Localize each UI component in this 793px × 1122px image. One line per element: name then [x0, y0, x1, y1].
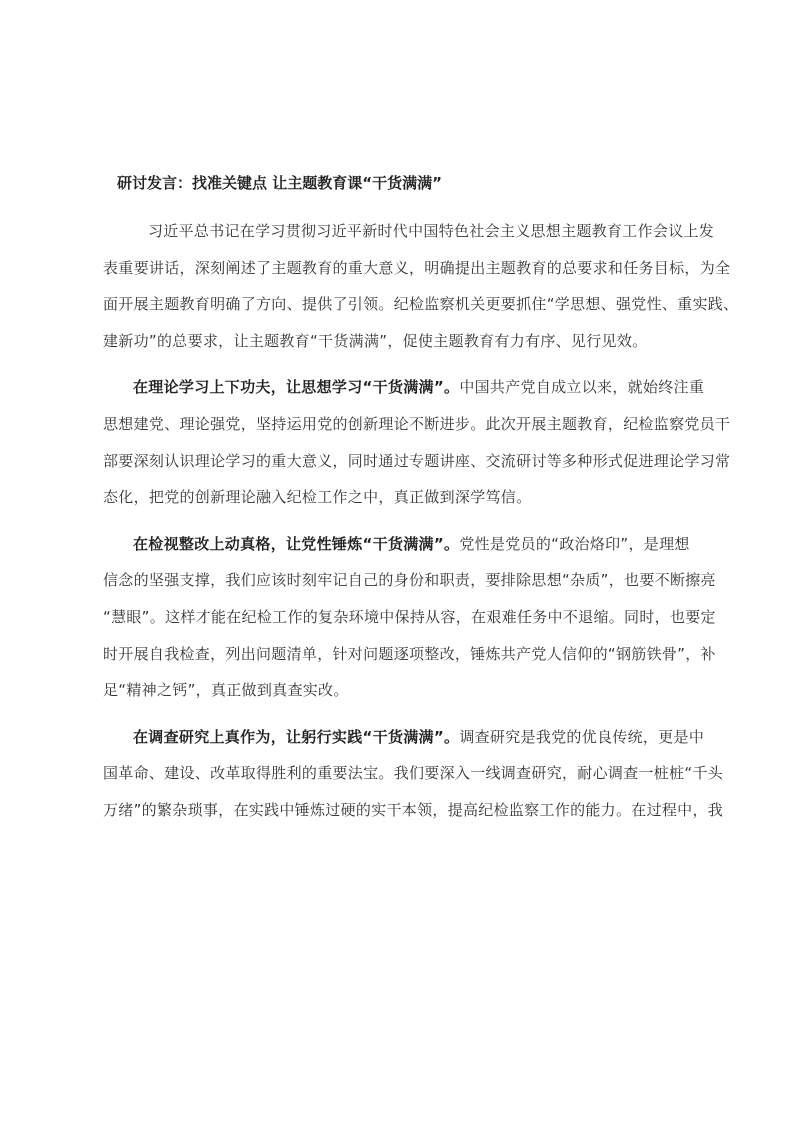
text-line: [103, 376, 705, 413]
document-page: [103, 172, 739, 846]
text-line: [103, 450, 731, 487]
line-text: 表重要讲话，深刻阐述了主题教育的重大意义，明确提出主题教育的总要求和任务目标，为全: [103, 258, 731, 277]
document-body: [103, 220, 739, 836]
line-text: 中国共产党自成立以来，就始终注重: [459, 378, 705, 397]
text-line: [103, 569, 716, 606]
text-line: [103, 643, 716, 680]
paragraph: [103, 726, 724, 836]
line-text: “慧眼”。这样才能在纪检工作的复杂环境中保持从容，在艰难任务中不退缩。同时，也要定: [103, 607, 716, 626]
text-line: [103, 486, 693, 523]
line-text: 习近平总书记在学习贯彻习近平新时代中国特色社会主义思想主题教育工作会议上发: [148, 222, 715, 240]
line-text: 建新功”的总要求，让主题教育“干货满满”，促使主题教育有力有序、见行见效。: [103, 331, 648, 350]
line-text: 信念的坚强支撑，我们应该时刻牢记自己的身份和职责，要排除思想“杂质”，也要不断擦亮: [103, 571, 716, 590]
document-title: 研讨发言：找准关键点 让主题教育课“干货满满”: [117, 174, 442, 192]
text-line: [103, 257, 731, 294]
line-text: 时开展自我检查，列出问题清单，针对问题逐项整改，锤炼共产党人信仰的“钢筋铁骨”，补: [103, 644, 716, 663]
text-line: [103, 606, 716, 643]
paragraph: [103, 376, 731, 522]
paragraph-lead: 在理论学习上下功夫，让思想学习“干货满满”。: [133, 378, 460, 397]
text-line: [103, 679, 693, 716]
paragraph-lead: 在检视整改上动真格，让党性锤炼“干货满满”。: [133, 534, 460, 553]
paragraph: [103, 533, 716, 716]
line-text: 足“精神之钙”，真正做到真查实改。: [103, 681, 349, 700]
text-line: [103, 726, 705, 763]
paragraph: [103, 220, 739, 366]
text-line: [103, 533, 693, 570]
text-line: [103, 799, 724, 836]
text-line: [103, 413, 731, 450]
line-text: 调查研究是我党的优良传统，更是中: [459, 727, 705, 746]
line-text: 思想建党、理论强党，坚持运用党的创新理论不断进步。此次开展主题教育，纪检监察党员干: [103, 414, 731, 433]
line-text: 面开展主题教育明确了方向、提供了引领。纪检监察机关更要抓住“学思想、强党性、重实践、: [103, 295, 739, 314]
text-line: [103, 330, 693, 367]
line-text: 万绪”的繁杂琐事，在实践中锤炼过硬的实干本领，提高纪检监察工作的能力。在过程中，我: [103, 800, 724, 819]
line-text: 党性是党员的“政治烙印”，是理想: [459, 534, 690, 553]
text-line: [103, 293, 739, 330]
line-text: 态化，把党的创新理论融入纪检工作之中，真正做到深学笃信。: [103, 488, 532, 507]
text-line: [103, 762, 724, 799]
line-text: 国革命、建设、改革取得胜利的重要法宝。我们要深入一线调查研究，耐心调查一桩桩“千头: [103, 764, 724, 783]
line-text: 部要深刻认识理论学习的重大意义，同时通过专题讲座、交流研讨等多种形式促进理论学习常: [103, 451, 731, 470]
text-line: [103, 220, 715, 257]
paragraph-lead: 在调查研究上真作为，让躬行实践“干货满满”。: [133, 727, 460, 746]
